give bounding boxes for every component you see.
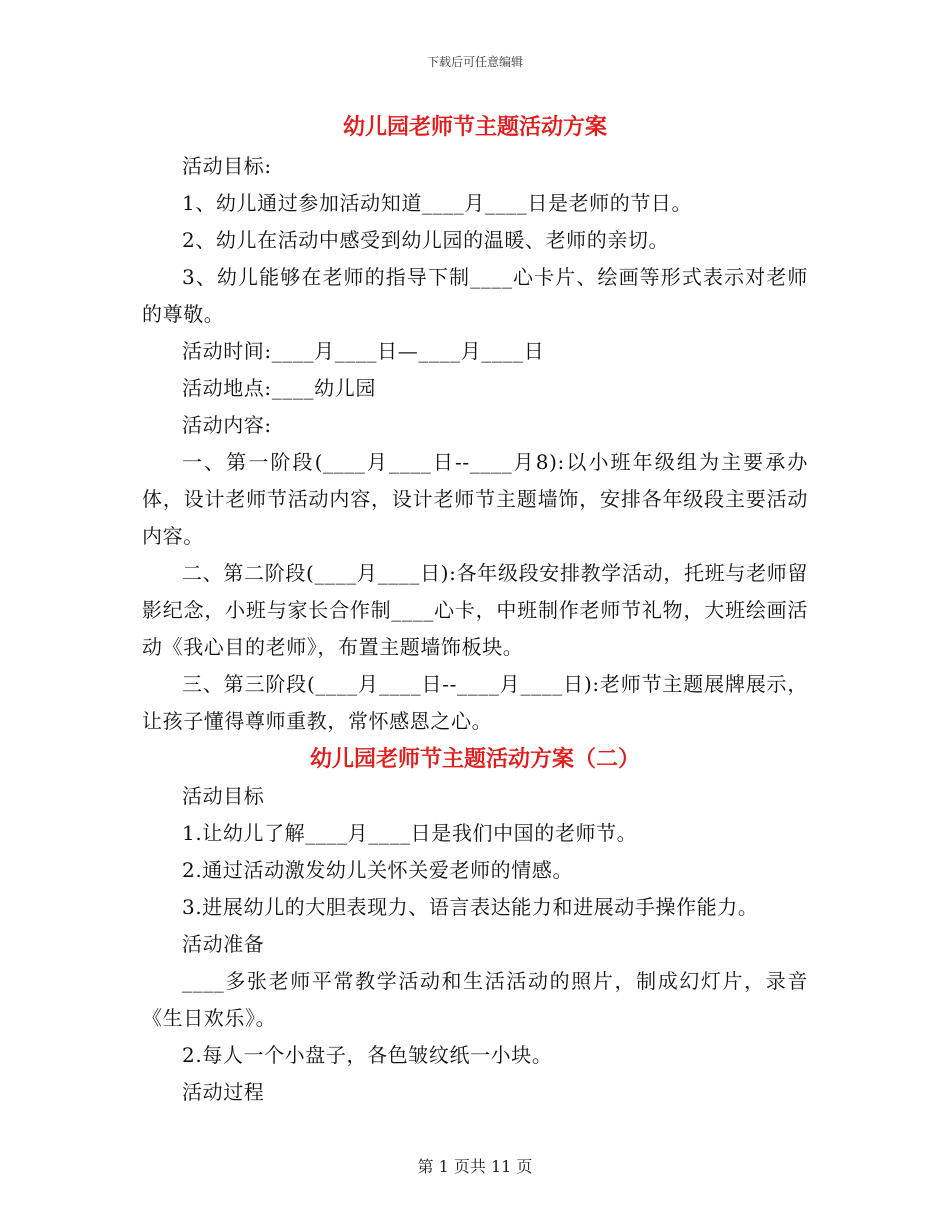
page-footer: 第 1 页共 11 页 xyxy=(417,1157,533,1176)
section1-paragraph-7: 活动内容: xyxy=(182,413,272,437)
section2-paragraph-4: 3.进展幼儿的大胆表现力、语言表达能力和进展动手操作能力。 xyxy=(182,895,759,919)
document-content xyxy=(142,110,808,1111)
section2-paragraph-6: ____多张老师平常教学活动和生活活动的照片，制成幻灯片，录音《生日欢乐》。 xyxy=(142,969,808,1030)
section1-paragraph-3: 2、幼儿在活动中感受到幼儿园的温暖、老师的亲切。 xyxy=(182,228,670,252)
section2-paragraph-7: 2.每人一个小盘子，各色皱纹纸一小块。 xyxy=(182,1043,553,1067)
section1-paragraph-5: 活动时间:____月____日—____月____日 xyxy=(182,339,545,363)
section1-title: 幼儿园老师节主题活动方案 xyxy=(342,115,607,140)
section2-paragraph-5: 活动准备 xyxy=(182,932,265,956)
section1-paragraph-8: 一、第一阶段(____月____日--____月8):以小班年级组为主要承办体，设计老师节活动内容，设计老师节主题墙饰，安排各年级段主要活动内容。 xyxy=(142,450,808,548)
section1-paragraph-6: 活动地点:____幼儿园 xyxy=(182,376,376,400)
section1-paragraph-4: 3、幼儿能够在老师的指导下制____心卡片、绘画等形式表示对老师的尊敬。 xyxy=(142,265,808,326)
header-note: 下载后可任意编辑 xyxy=(426,55,523,69)
section2-title: 幼儿园老师节主题活动方案（二） xyxy=(309,747,640,772)
section1-paragraph-10: 三、第三阶段(____月____日--____月____日):老师节主题展牌展示，让孩子懂得尊师重教，常怀感恩之心。 xyxy=(142,672,808,733)
section1-paragraph-1: 活动目标: xyxy=(182,154,272,178)
section2-paragraph-2: 1.让幼儿了解____月____日是我们中国的老师节。 xyxy=(182,821,638,845)
section2-paragraph-1: 活动目标 xyxy=(182,784,265,808)
section2-paragraph-8: 活动过程 xyxy=(182,1080,265,1104)
section2-paragraph-3: 2.通过活动激发幼儿关怀关爱老师的情感。 xyxy=(182,858,574,882)
section1-paragraph-2: 1、幼儿通过参加活动知道____月____日是老师的节日。 xyxy=(182,191,693,215)
section1-paragraph-9: 二、第二阶段(____月____日):各年级段安排教学活动，托班与老师留影纪念，小班与家长合作制____心卡，中班制作老师节礼物，大班绘画活动《我心目的老师》，布置主题墙饰板块。 xyxy=(142,561,808,659)
